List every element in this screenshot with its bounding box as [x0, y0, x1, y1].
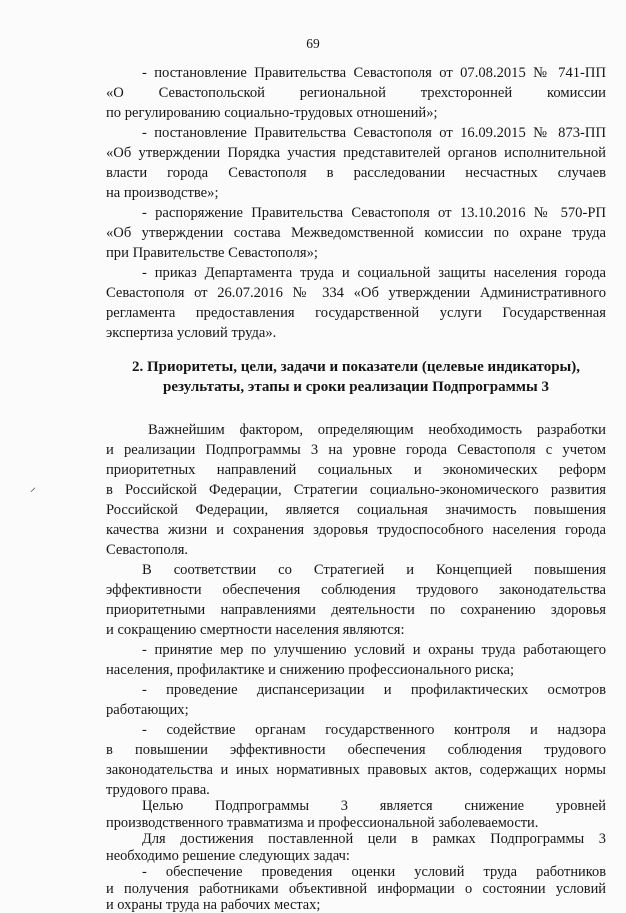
text-line: Целью Подпрограммы 3 является снижение уровней — [142, 798, 606, 814]
page-number: 69 — [306, 36, 320, 51]
text-line: Важнейшим фактором, определяющим необходимость разработки — [148, 422, 606, 438]
text-line: - постановление Правительства Севастополя от 07.08.2015 № 741-ПП — [142, 65, 606, 81]
text-line: - приказ Департамента труда и социальной защиты населения города — [142, 265, 606, 281]
text-line: приоритетных направлений социальных и экономических реформ — [106, 462, 606, 478]
text-line: и реализации Подпрограммы 3 на уровне города Севастополя с учетом — [106, 442, 606, 458]
text-line: необходимо решение следующих задач: — [106, 847, 350, 864]
text-line: - содействие органам государственного контроля и надзора — [142, 722, 606, 738]
text-line: трудового права. — [106, 782, 210, 798]
text-line: на производстве»; — [106, 185, 219, 201]
text-line: Севастополя от 26.07.2016 № 334 «Об утверждении Административного — [106, 285, 606, 301]
text-line: регламента предоставления государственной услуги Государственная — [106, 305, 606, 321]
text-line: - распоряжение Правительства Севастополя от 13.10.2016 № 570-РП — [142, 205, 606, 221]
text-line: производственного травматизма и профессиональной заболеваемости. — [106, 814, 539, 831]
text-line: Для достижения поставленной цели в рамках Подпрограммы 3 — [142, 831, 606, 847]
text-line: и охраны труда на рабочих местах; — [106, 897, 321, 913]
text-line: - обеспечение проведения оценки условий труда работников — [142, 864, 606, 880]
text-line: «Об утверждении состава Межведомственной комиссии по охране труда — [106, 225, 606, 241]
text-line: качества жизни и сохранения здоровья трудоспособного населения города — [106, 522, 606, 538]
text-line: Российской Федерации, является социальная значимость повышения — [106, 502, 606, 518]
text-line: - проведение диспансеризации и профилактических осмотров — [142, 682, 606, 698]
text-line: «Об утверждении Порядка участия представителей органов исполнительной — [106, 145, 606, 161]
text-line: в повышении эффективности обеспечения соблюдения трудового — [106, 742, 606, 758]
text-line: экспертиза условий труда». — [106, 325, 277, 341]
margin-mark: ⸝ — [30, 480, 37, 494]
text-line: и сокращению смертности населения являются: — [106, 622, 405, 638]
text-line: работающих; — [106, 702, 189, 718]
text-line: - постановление Правительства Севастополя от 16.09.2015 № 873-ПП — [142, 125, 606, 141]
section-heading-line: результаты, этапы и сроки реализации Подпрограммы 3 — [163, 379, 549, 395]
text-line: приоритетными направлениями деятельности по сохранению здоровья — [106, 602, 606, 618]
text-line: «О Севастопольской региональной трехсторонней комиссии — [106, 85, 606, 101]
text-line: власти города Севастополя в расследовании несчастных случаев — [106, 165, 606, 181]
text-line: Севастополя. — [106, 542, 189, 558]
text-line: законодательства и иных нормативных правовых актов, содержащих нормы — [106, 762, 606, 778]
section-heading-line: 2. Приоритеты, цели, задачи и показатели (целевые индикаторы), — [132, 359, 580, 375]
text-line: при Правительстве Севастополя»; — [106, 245, 318, 261]
text-line: и получения работниками объективной информации о состоянии условий — [106, 880, 606, 897]
text-line: в Российской Федерации, Стратегии социально-экономического развития — [106, 482, 606, 498]
text-line: по регулированию социально-трудовых отношений»; — [106, 105, 438, 121]
text-line: В соответствии со Стратегией и Концепцией повышения — [142, 562, 606, 578]
text-line: эффективности обеспечения соблюдения трудового законодательства — [106, 582, 606, 598]
text-line: населения, профилактике и снижению профессионального риска; — [106, 662, 515, 678]
text-line: - принятие мер по улучшению условий и охраны труда работающего — [142, 642, 606, 658]
